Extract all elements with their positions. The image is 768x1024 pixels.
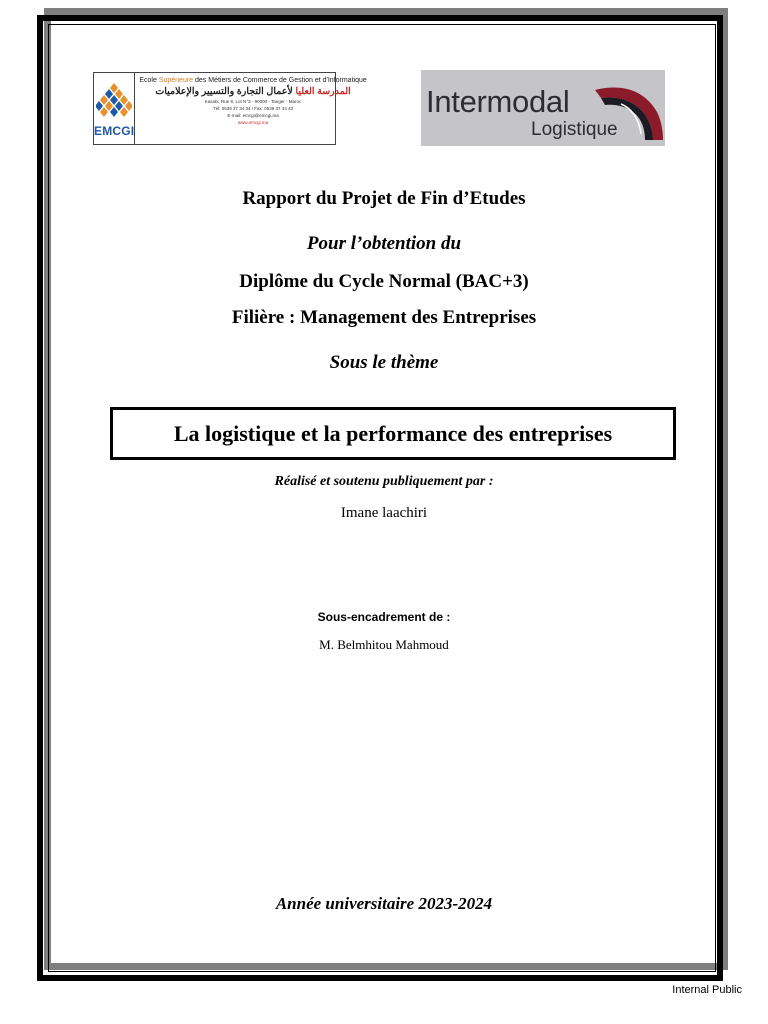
emcgi-acronym: EMCGI: [94, 124, 135, 138]
theme-label: Sous le thème: [329, 352, 439, 373]
academic-year: Année universitaire 2023-2024: [275, 894, 493, 913]
page-border-inner: [48, 24, 716, 972]
emcgi-email: E-mail: emcgi@emcgi.ma: [227, 113, 279, 118]
diploma-text: Diplôme du Cycle Normal (BAC+3): [239, 271, 529, 292]
classification-label: Internal Public: [672, 984, 742, 996]
emcgi-emblem: [94, 73, 135, 144]
intermodal-wordmark: Intermodal: [426, 84, 570, 119]
emcgi-website: www.emcgi.ma: [237, 120, 269, 125]
emcgi-text-block: [135, 73, 370, 144]
theme-title-box: [110, 407, 676, 460]
emcgi-name-fr: Ecole Supérieure des Métiers de Commerce de Gestion et d'Informatique: [139, 77, 367, 84]
theme-title: La logistique et la performance des entreprises: [173, 420, 613, 446]
emcgi-address: Kasabi, Rue 8, Lot N°3 - 90000 - Tanger - Maroc: [204, 99, 302, 104]
presented-by-label: Réalisé et soutenu publiquement par :: [274, 474, 494, 489]
emcgi-logo: [93, 72, 367, 145]
emcgi-name-ar: المدرسة العليا لأعمال التجارة والتسيير والإعلاميات: [155, 86, 351, 97]
intermodal-logo: [421, 70, 665, 146]
supervisor-name: M. Belmhitou Mahmoud: [319, 637, 449, 652]
report-title: Rapport du Projet de Fin d’Etudes: [242, 188, 526, 209]
emcgi-diamond-icon: [96, 83, 132, 123]
supervision-label: Sous-encadrement de :: [317, 610, 451, 624]
field-text: Filière : Management des Entreprises: [231, 307, 537, 328]
author-name: Imane laachiri: [340, 505, 428, 521]
for-obtaining-text: Pour l’obtention du: [306, 233, 462, 254]
intermodal-subtitle: Logistique: [531, 119, 618, 140]
emcgi-phone: Tél: 0539 37 34 34 / Fax: 0539 37 34 43: [213, 106, 294, 111]
